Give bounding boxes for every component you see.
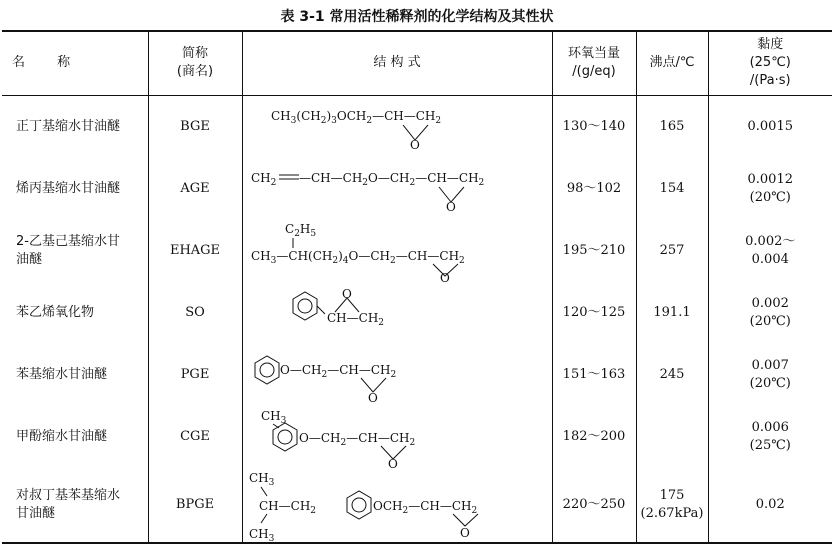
table-row — [2, 95, 832, 158]
svg-text:O: O — [387, 456, 398, 468]
table-row — [2, 220, 832, 282]
formula-ehage — [243, 220, 553, 282]
header-structure: 结 构 式 — [242, 31, 552, 95]
formula-bge — [243, 96, 553, 158]
header-name: 名 称 — [12, 55, 85, 71]
cell-epoxy: 182～200 — [552, 406, 636, 468]
cell-bp — [636, 406, 708, 468]
cell-epoxy: 220～250 — [552, 468, 636, 543]
svg-text:O—CH2—CH—CH2: $O—CH_2—CH—CH_2$ — [279, 362, 396, 380]
cell-bp: 191.1 — [636, 282, 708, 344]
cell-viscosity: 0.006 (25℃) — [708, 406, 832, 468]
cell-name: 对叔丁基苯基缩水 甘油醚 — [16, 487, 121, 521]
svg-text:O—CH2—CH—CH2: $O—CH_2—CH—CH_2$ — [298, 430, 415, 448]
svg-text:O: O — [459, 525, 470, 540]
svg-text:CH3: $CH_3$ — [248, 526, 274, 542]
cell-bp: 245 — [636, 344, 708, 406]
cell-bp: 165 — [636, 95, 708, 158]
cell-structure — [242, 406, 552, 468]
header-abbr: 简称 (商名) — [148, 31, 242, 95]
formula-bpge — [243, 468, 553, 542]
cell-bp: 175 (2.67kPa) — [636, 468, 708, 543]
svg-text:CH—CH2: $CH—CH_2$ — [258, 498, 316, 516]
cell-structure — [242, 220, 552, 282]
cell-structure — [242, 158, 552, 220]
cell-viscosity: 0.02 — [708, 468, 832, 543]
cell-bp: 257 — [636, 220, 708, 282]
cell-epoxy: 120～125 — [552, 282, 636, 344]
cell-name: 苯乙烯氧化物 — [16, 304, 95, 320]
svg-text:—CH—CH2O—CH2—CH—CH2: $—CH—CH_2O—CH_2—CH—CH_2$ — [298, 170, 484, 188]
cell-epoxy: 130～140 — [552, 95, 636, 158]
benzene-ring-icon — [347, 491, 371, 519]
table-row — [2, 468, 832, 543]
svg-text:CH3—CH(CH2)4O—CH2—CH—CH2: $CH_3—CH(CH_2)_4O—CH_2—CH—CH_2$ — [250, 248, 465, 266]
formula-age — [243, 158, 553, 220]
cell-structure — [242, 95, 552, 158]
formula-so — [243, 282, 553, 344]
svg-text:CH3(CH2)3OCH2—CH—CH2: $CH_3(CH_2)_3OCH_2—CH—CH_2$ — [270, 108, 441, 126]
cell-abbr: CGE — [148, 406, 242, 468]
formula-pge — [243, 344, 553, 406]
table-title: 表 3-1 常用活性稀释剂的化学结构及其性状 — [280, 9, 554, 25]
svg-text:O: O — [439, 270, 450, 282]
header-viscosity: 黏度 (25℃) /(Pa·s) — [708, 31, 832, 95]
cell-viscosity: 0.0015 — [708, 95, 832, 158]
svg-text:CH3: $CH_3$ — [260, 408, 286, 426]
table-row — [2, 158, 832, 220]
benzene-ring-icon — [293, 292, 317, 320]
svg-text:CH3: $CH_3$ — [248, 470, 274, 488]
cell-bp: 154 — [636, 158, 708, 220]
cell-name: 烯丙基缩水甘油醚 — [16, 180, 121, 196]
table-row — [2, 344, 832, 406]
svg-text:O: O — [409, 137, 420, 152]
cell-structure — [242, 344, 552, 406]
header-bp: 沸点/℃ — [636, 31, 708, 95]
cell-name: 正丁基缩水甘油醚 — [16, 118, 121, 134]
svg-text:CH—CH2: $CH—CH_2$ — [326, 310, 384, 328]
cell-abbr: EHAGE — [148, 220, 242, 282]
svg-text:CH2: $CH_2$ — [250, 170, 276, 188]
table-row — [2, 406, 832, 468]
cell-abbr: BPGE — [148, 468, 242, 543]
benzene-ring-icon — [273, 423, 297, 451]
cell-name: 2-乙基己基缩水甘 油醚 — [16, 233, 120, 267]
cell-abbr: BGE — [148, 95, 242, 158]
benzene-ring-icon — [255, 356, 279, 384]
svg-text:O: O — [445, 199, 456, 214]
cell-epoxy: 98～102 — [552, 158, 636, 220]
table-row — [2, 282, 832, 344]
cell-abbr: AGE — [148, 158, 242, 220]
cell-viscosity: 0.007 (20℃) — [708, 344, 832, 406]
svg-text:O: O — [341, 286, 352, 301]
cell-abbr: SO — [148, 282, 242, 344]
cell-name: 甲酚缩水甘油醚 — [16, 428, 108, 444]
cell-viscosity: 0.0012 (20℃) — [708, 158, 832, 220]
svg-text:C2H5: $C_2H_5$ — [284, 221, 316, 239]
cell-viscosity: 0.002 (20℃) — [708, 282, 832, 344]
cell-abbr: PGE — [148, 344, 242, 406]
cell-structure — [242, 468, 552, 543]
cell-viscosity: 0.002～ 0.004 — [708, 220, 832, 282]
diluent-table — [2, 30, 832, 544]
formula-cge — [243, 406, 553, 468]
header-row — [2, 31, 832, 95]
cell-name: 苯基缩水甘油醚 — [16, 366, 108, 382]
cell-epoxy: 151～163 — [552, 344, 636, 406]
svg-text:O: O — [367, 390, 378, 405]
svg-text:OCH2—CH—CH2: $OCH_2—CH—CH_2$ — [372, 498, 477, 516]
cell-structure — [242, 282, 552, 344]
header-epoxy: 环氧当量 /(g/eq) — [552, 31, 636, 95]
cell-epoxy: 195～210 — [552, 220, 636, 282]
